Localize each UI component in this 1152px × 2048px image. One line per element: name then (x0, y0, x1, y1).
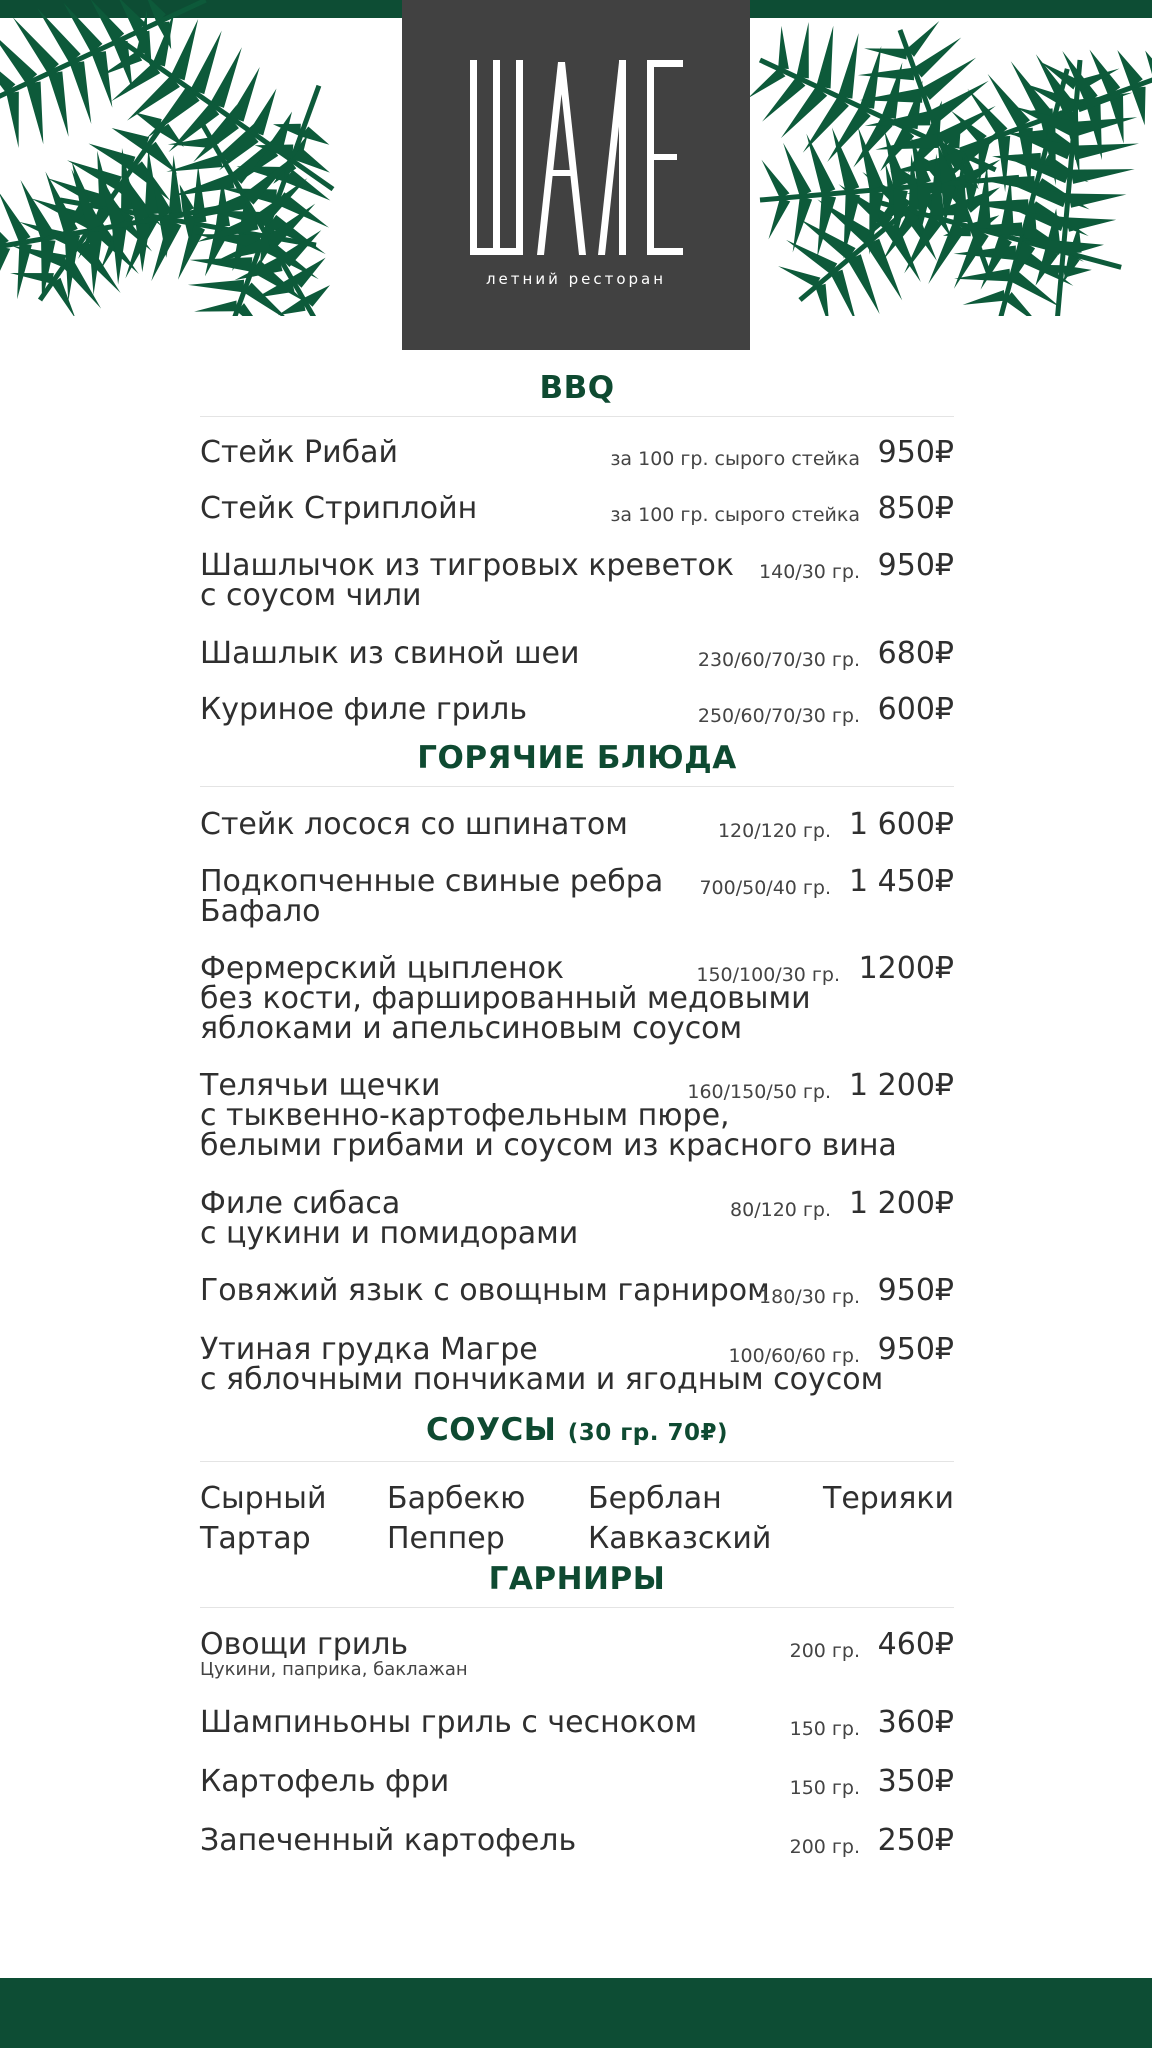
item-name: Стейк лосося со шпинатом (200, 807, 628, 842)
item-weight: 230/60/70/30 гр. (697, 649, 860, 671)
menu (200, 370, 954, 1866)
section-title (200, 1412, 954, 1451)
item-price: 950₽ (877, 1273, 954, 1308)
menu-item (200, 1186, 954, 1276)
sauce-item: Берблан (588, 1481, 722, 1516)
item-weight: 150/100/30 гр. (696, 964, 840, 986)
item-name: Телячьи щечки с тыквенно-картофельным пюре, белыми грибами и соусом из красного вина (200, 1068, 897, 1163)
logo-box (402, 0, 750, 350)
item-name: Говяжий язык с овощным гарниром (200, 1273, 770, 1308)
item-name: Шампиньоны гриль с чесноком (200, 1705, 698, 1740)
item-weight: 200 гр. (789, 1640, 860, 1662)
section-bbq (200, 370, 954, 740)
item-weight: 250/60/70/30 гр. (697, 705, 860, 727)
item-name: Картофель фри (200, 1764, 450, 1799)
item-weight: 150 гр. (789, 1777, 860, 1799)
menu-item (200, 1764, 954, 1826)
item-name: Шашлык из свиной шеи (200, 636, 580, 671)
sauce-price-note: (30 гр. 70₽) (567, 1420, 728, 1446)
item-price: 1 450₽ (849, 864, 954, 899)
menu-item (200, 491, 954, 551)
item-price: 1200₽ (858, 951, 954, 986)
menu-item (200, 692, 954, 740)
section-title: BBQ (539, 370, 615, 406)
item-name: Фермерский цыпленок без кости, фаршированный медовыми яблоками и апельсиновым соусом (200, 951, 811, 1046)
item-price: 250₽ (877, 1823, 954, 1858)
item-name: Стейк Рибай (200, 435, 399, 470)
sauce-item: Кавказский (588, 1521, 772, 1556)
item-weight: 700/50/40 гр. (699, 877, 831, 899)
menu-item (200, 1705, 954, 1767)
menu-item (200, 636, 954, 695)
item-weight: 80/120 гр. (730, 1199, 831, 1221)
item-name: Стейк Стриплойн (200, 491, 478, 526)
item-weight: 180/30 гр. (759, 1286, 860, 1308)
section-title: ГОРЯЧИЕ БЛЮДА (417, 740, 737, 776)
item-weight: за 100 гр. сырого стейка (610, 448, 860, 470)
section-hot-dishes (200, 740, 954, 1412)
item-name: Утиная грудка Магре с яблочными пончиками и ягодным соусом (200, 1332, 884, 1397)
item-price: 360₽ (877, 1705, 954, 1740)
item-price: 1 200₽ (849, 1068, 954, 1103)
item-weight: за 100 гр. сырого стейка (610, 504, 860, 526)
item-name: Филе сибаса с цукини и помидорами (200, 1186, 579, 1251)
sauce-item: Терияки (823, 1481, 954, 1516)
item-weight: 100/60/60 гр. (728, 1345, 860, 1367)
logo-subtitle: летний ресторан (485, 270, 667, 288)
menu-item (200, 548, 954, 639)
item-price: 850₽ (877, 491, 954, 526)
item-price: 950₽ (877, 435, 954, 470)
item-name: Овощи гриль (200, 1627, 409, 1662)
item-price: 350₽ (877, 1764, 954, 1799)
menu-item (200, 1068, 954, 1189)
item-price: 460₽ (877, 1627, 954, 1662)
section-sauces (200, 1412, 954, 1561)
item-weight: 140/30 гр. (759, 561, 860, 583)
item-price: 950₽ (877, 548, 954, 583)
item-description: Цукини, паприка, баклажан (200, 1659, 468, 1680)
menu-item (200, 807, 954, 867)
item-price: 1 600₽ (849, 807, 954, 842)
item-weight: 150 гр. (789, 1718, 860, 1740)
item-price: 950₽ (877, 1332, 954, 1367)
item-name: Шашлычок из тигровых креветок с соусом чили (200, 548, 734, 613)
item-price: 1 200₽ (849, 1186, 954, 1221)
logo-wordmark (402, 0, 750, 260)
menu-item (200, 1332, 954, 1412)
footer-bar (0, 1978, 1152, 2048)
item-name: Запеченный картофель (200, 1823, 577, 1858)
sauce-item: Тартар (200, 1521, 311, 1556)
item-name: Куриное филе гриль (200, 692, 528, 727)
menu-item (200, 1627, 954, 1708)
sauce-item: Сырный (200, 1481, 327, 1516)
menu-item (200, 1273, 954, 1335)
item-weight: 200 гр. (789, 1836, 860, 1858)
section-title: ГАРНИРЫ (488, 1561, 666, 1597)
menu-item (200, 864, 954, 954)
menu-item (200, 951, 954, 1071)
sauce-item: Барбекю (387, 1481, 526, 1516)
sauce-list (200, 1481, 954, 1561)
section-sides (200, 1561, 954, 1866)
menu-item (200, 1823, 954, 1866)
item-name: Подкопченные свиные ребра Бафало (200, 864, 664, 929)
section-title-text: СОУСЫ (426, 1412, 557, 1448)
sauce-item: Пеппер (387, 1521, 505, 1556)
item-price: 600₽ (877, 692, 954, 727)
menu-item (200, 435, 954, 494)
item-weight: 160/150/50 гр. (687, 1081, 831, 1103)
item-price: 680₽ (877, 636, 954, 671)
item-weight: 120/120 гр. (717, 820, 831, 842)
